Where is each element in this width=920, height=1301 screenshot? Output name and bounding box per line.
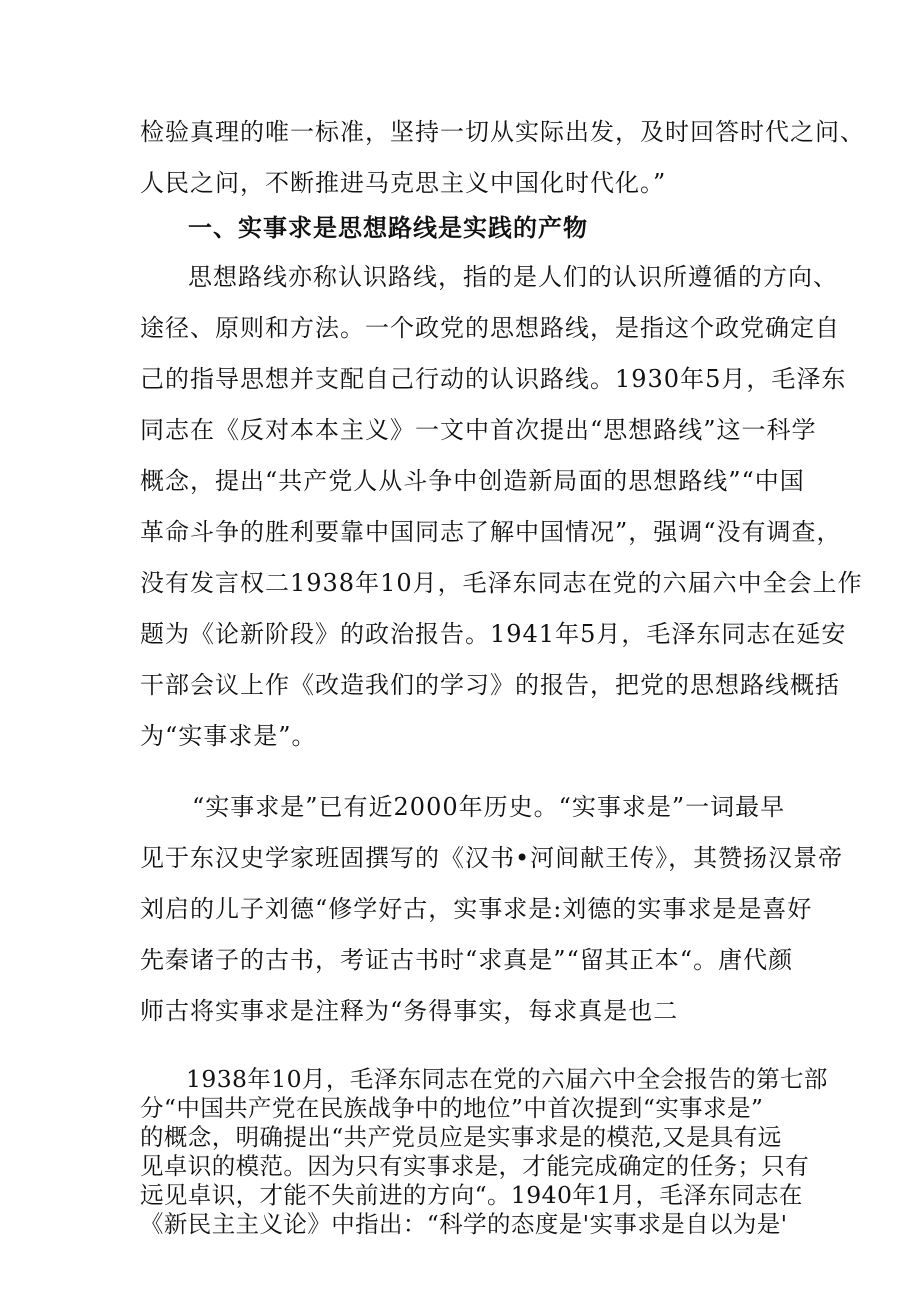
paragraph-line: 分“中国共产党在民族战争中的地位”中首次提到“实事求是”	[140, 1094, 764, 1122]
paragraph-line: 刘启的儿子刘德“修学好古，实事求是:刘德的实事求是是喜好	[140, 895, 813, 923]
paragraph-line: 检验真理的唯一标准，坚持一切从实际出发，及时回答时代之问、	[140, 118, 865, 146]
paragraph-line: 没有发言权二1938年10月，毛泽东同志在党的六届六中全会上作	[140, 569, 863, 597]
paragraph-line: 题为《论新阶段》的政治报告。1941年5月，毛泽东同志在延安	[140, 620, 847, 648]
paragraph-line: 见卓识的模范。因为只有实事求是，才能完成确定的任务；只有	[140, 1152, 810, 1180]
paragraph-line: 己的指导思想并支配自己行动的认识路线。1930年5月，毛泽东	[140, 365, 847, 393]
section-heading: 一、实事求是思想路线是实践的产物	[188, 214, 588, 242]
paragraph-line: 人民之问，不断推进马克思主义中国化时代化。”	[140, 169, 667, 197]
paragraph-line: 干部会议上作《改造我们的学习》的报告，把党的思想路线概括	[140, 671, 840, 699]
paragraph-line: 为“实事求是”。	[140, 722, 317, 750]
paragraph-line: 的概念，明确提出“共产党员应是实事求是的模范,又是具有远	[140, 1123, 782, 1151]
paragraph-line: 革命斗争的胜利要靠中国同志了解中国情况”，强调“没有调查，	[140, 518, 842, 546]
paragraph-line: 师古将实事求是注释为“务得事实，每求真是也二	[140, 997, 679, 1025]
paragraph-line: 同志在《反对本本主义》一文中首次提出“思想路线”这一科学	[140, 416, 817, 444]
paragraph-line: 《新民主主义论》中指出：“科学的态度是'实事求是自以为是'	[140, 1210, 788, 1238]
paragraph-line: 概念，提出“共产党人从斗争中创造新局面的思想路线”“中国	[140, 467, 805, 495]
paragraph-line: 先秦诸子的古书，考证古书时“求真是”“留其正本“。唐代颜	[140, 946, 794, 974]
paragraph-line: 远见卓识，才能不失前进的方向“。1940年1月，毛泽东同志在	[140, 1181, 803, 1209]
paragraph-line: 1938年10月，毛泽东同志在党的六届六中全会报告的第七部	[186, 1065, 828, 1093]
paragraph-line: 途径、原则和方法。一个政党的思想路线，是指这个政党确定自	[140, 314, 840, 342]
paragraph-line: “实事求是”已有近2000年历史。“实事求是”一词最早	[192, 793, 786, 821]
paragraph-line: 思想路线亦称认识路线，指的是人们的认识所遵循的方向、	[188, 263, 838, 291]
paragraph-line: 见于东汉史学家班固撰写的《汉书•河间献王传》，其赞扬汉景帝	[140, 844, 844, 872]
